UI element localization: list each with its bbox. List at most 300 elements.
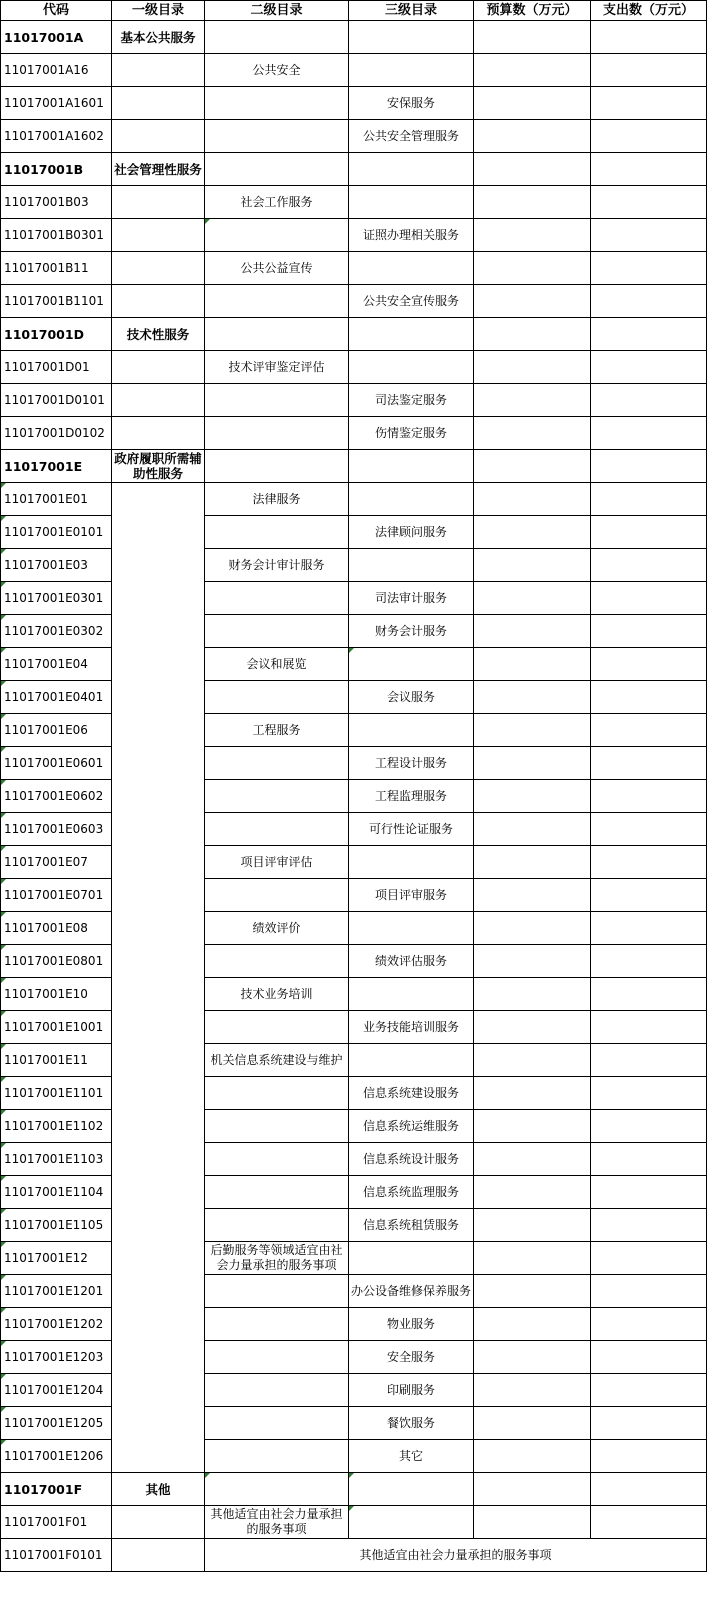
table-row xyxy=(1,1077,707,1110)
table-row xyxy=(1,945,707,978)
expense-cell[interactable] xyxy=(591,351,707,384)
code-cell[interactable]: 11017001F0101 xyxy=(1,1539,112,1572)
level3-cell[interactable]: 法律顾问服务 xyxy=(349,516,474,549)
table-row xyxy=(1,186,707,219)
budget-cell[interactable] xyxy=(474,219,591,252)
level2-cell[interactable] xyxy=(205,120,349,153)
budget-cell[interactable] xyxy=(474,1011,591,1044)
level3-cell[interactable]: 工程监理服务 xyxy=(349,780,474,813)
level2-cell[interactable]: 机关信息系统建设与维护 xyxy=(205,1044,349,1077)
table-row xyxy=(1,1242,707,1275)
budget-cell[interactable] xyxy=(474,549,591,582)
expense-cell[interactable] xyxy=(591,252,707,285)
expense-cell[interactable] xyxy=(591,54,707,87)
table-row xyxy=(1,1473,707,1506)
expense-cell[interactable] xyxy=(591,747,707,780)
expense-cell[interactable] xyxy=(591,813,707,846)
header-level2[interactable]: 二级目录 xyxy=(205,1,349,21)
level3-cell[interactable] xyxy=(349,978,474,1011)
level3-cell[interactable] xyxy=(349,549,474,582)
code-cell[interactable]: 11017001E1101 xyxy=(1,1077,112,1110)
expense-cell[interactable] xyxy=(591,285,707,318)
table-row xyxy=(1,1011,707,1044)
table-row xyxy=(1,1044,707,1077)
expense-cell[interactable] xyxy=(591,516,707,549)
level3-cell[interactable]: 伤情鉴定服务 xyxy=(349,417,474,450)
expense-cell[interactable] xyxy=(591,21,707,54)
level2-cell[interactable] xyxy=(205,813,349,846)
level3-cell[interactable]: 证照办理相关服务 xyxy=(349,219,474,252)
level3-cell[interactable]: 信息系统建设服务 xyxy=(349,1077,474,1110)
table-row xyxy=(1,516,707,549)
budget-cell[interactable] xyxy=(474,1506,591,1539)
code-cell[interactable]: 11017001B1101 xyxy=(1,285,112,318)
header-budget[interactable]: 预算数（万元） xyxy=(474,1,591,21)
level3-cell[interactable]: 安保服务 xyxy=(349,87,474,120)
level1-cell[interactable] xyxy=(112,1539,205,1572)
level3-cell[interactable] xyxy=(349,648,474,681)
code-cell[interactable]: 11017001E0302 xyxy=(1,615,112,648)
budget-cell[interactable] xyxy=(474,1110,591,1143)
expense-cell[interactable] xyxy=(591,318,707,351)
level2-cell[interactable] xyxy=(205,1110,349,1143)
code-cell[interactable]: 11017001F xyxy=(1,1473,112,1506)
budget-cell[interactable] xyxy=(474,516,591,549)
code-cell[interactable]: 11017001E03 xyxy=(1,549,112,582)
level2-cell[interactable]: 工程服务 xyxy=(205,714,349,747)
level3-cell[interactable] xyxy=(349,1242,474,1275)
budget-cell[interactable] xyxy=(474,1209,591,1242)
level2-cell[interactable]: 后勤服务等领域适宜由社会力量承担的服务事项 xyxy=(205,1242,349,1275)
level3-cell[interactable] xyxy=(349,846,474,879)
expense-cell[interactable] xyxy=(591,1506,707,1539)
header-expense[interactable]: 支出数（万元） xyxy=(591,1,707,21)
level2-cell[interactable]: 技术业务培训 xyxy=(205,978,349,1011)
level2-cell[interactable] xyxy=(205,417,349,450)
budget-cell[interactable] xyxy=(474,1473,591,1506)
table-row xyxy=(1,285,707,318)
expense-cell[interactable] xyxy=(591,384,707,417)
merged-description-cell[interactable]: 其他适宜由社会力量承担的服务事项 xyxy=(205,1539,707,1572)
budget-cell[interactable] xyxy=(474,813,591,846)
budget-cell[interactable] xyxy=(474,450,591,483)
expense-cell[interactable] xyxy=(591,87,707,120)
budget-cell[interactable] xyxy=(474,54,591,87)
code-cell[interactable]: 11017001B xyxy=(1,153,112,186)
budget-cell[interactable] xyxy=(474,1143,591,1176)
level3-cell[interactable]: 司法鉴定服务 xyxy=(349,384,474,417)
table-row xyxy=(1,747,707,780)
level2-cell[interactable]: 绩效评价 xyxy=(205,912,349,945)
level2-cell[interactable]: 项目评审评估 xyxy=(205,846,349,879)
table-row xyxy=(1,450,707,483)
code-cell[interactable]: 11017001B0301 xyxy=(1,219,112,252)
budget-cell[interactable] xyxy=(474,615,591,648)
header-level1[interactable]: 一级目录 xyxy=(112,1,205,21)
expense-cell[interactable] xyxy=(591,549,707,582)
expense-cell[interactable] xyxy=(591,879,707,912)
level2-cell[interactable] xyxy=(205,582,349,615)
expense-cell[interactable] xyxy=(591,450,707,483)
table-row xyxy=(1,351,707,384)
level3-cell[interactable] xyxy=(349,351,474,384)
level1-cell[interactable] xyxy=(112,384,205,417)
level2-cell[interactable] xyxy=(205,747,349,780)
table-row xyxy=(1,417,707,450)
budget-cell[interactable] xyxy=(474,1176,591,1209)
code-cell[interactable]: 11017001A xyxy=(1,21,112,54)
level3-cell[interactable]: 办公设备维修保养服务 xyxy=(349,1275,474,1308)
level3-cell[interactable] xyxy=(349,1506,474,1539)
level3-cell[interactable]: 印刷服务 xyxy=(349,1374,474,1407)
expense-cell[interactable] xyxy=(591,582,707,615)
expense-cell[interactable] xyxy=(591,1308,707,1341)
expense-cell[interactable] xyxy=(591,219,707,252)
level2-cell[interactable] xyxy=(205,1143,349,1176)
level2-cell[interactable] xyxy=(205,1440,349,1473)
table-row xyxy=(1,1209,707,1242)
budget-cell[interactable] xyxy=(474,318,591,351)
code-cell[interactable]: 11017001E1102 xyxy=(1,1110,112,1143)
level3-cell[interactable]: 会议服务 xyxy=(349,681,474,714)
budget-cell[interactable] xyxy=(474,186,591,219)
level1-cell[interactable]: 社会管理性服务 xyxy=(112,153,205,186)
budget-cell[interactable] xyxy=(474,1341,591,1374)
header-code[interactable]: 代码 xyxy=(1,1,112,21)
table-row xyxy=(1,21,707,54)
code-cell[interactable]: 11017001E1103 xyxy=(1,1143,112,1176)
expense-cell[interactable] xyxy=(591,1110,707,1143)
code-cell[interactable]: 11017001F01 xyxy=(1,1506,112,1539)
level2-cell[interactable] xyxy=(205,1407,349,1440)
expense-cell[interactable] xyxy=(591,1011,707,1044)
budget-cell[interactable] xyxy=(474,351,591,384)
budget-cell[interactable] xyxy=(474,1308,591,1341)
code-cell[interactable]: 11017001D xyxy=(1,318,112,351)
table-row xyxy=(1,780,707,813)
budget-cell[interactable] xyxy=(474,582,591,615)
expense-cell[interactable] xyxy=(591,978,707,1011)
level2-cell[interactable] xyxy=(205,1341,349,1374)
code-cell[interactable]: 11017001E11 xyxy=(1,1044,112,1077)
budget-cell[interactable] xyxy=(474,120,591,153)
level2-cell[interactable] xyxy=(205,219,349,252)
level3-cell[interactable]: 信息系统设计服务 xyxy=(349,1143,474,1176)
level3-cell[interactable]: 信息系统运维服务 xyxy=(349,1110,474,1143)
table-row xyxy=(1,1176,707,1209)
level2-cell[interactable]: 财务会计审计服务 xyxy=(205,549,349,582)
code-cell[interactable]: 11017001A16 xyxy=(1,54,112,87)
budget-cell[interactable] xyxy=(474,747,591,780)
code-cell[interactable]: 11017001E08 xyxy=(1,912,112,945)
expense-cell[interactable] xyxy=(591,153,707,186)
expense-cell[interactable] xyxy=(591,681,707,714)
level2-cell[interactable] xyxy=(205,1473,349,1506)
code-cell[interactable]: 11017001D01 xyxy=(1,351,112,384)
code-cell[interactable]: 11017001E1203 xyxy=(1,1341,112,1374)
table-row xyxy=(1,384,707,417)
budget-cell[interactable] xyxy=(474,945,591,978)
table-row xyxy=(1,483,707,516)
table-row xyxy=(1,813,707,846)
level2-cell[interactable] xyxy=(205,318,349,351)
level1-cell[interactable] xyxy=(112,285,205,318)
level3-cell[interactable] xyxy=(349,186,474,219)
budget-cell[interactable] xyxy=(474,1275,591,1308)
level1-cell[interactable] xyxy=(112,87,205,120)
level3-cell[interactable] xyxy=(349,153,474,186)
code-cell[interactable]: 11017001E01 xyxy=(1,483,112,516)
table-row xyxy=(1,879,707,912)
level2-cell[interactable]: 会议和展览 xyxy=(205,648,349,681)
level3-cell[interactable] xyxy=(349,450,474,483)
expense-cell[interactable] xyxy=(591,1143,707,1176)
level1-merged-cell[interactable] xyxy=(112,483,205,1473)
expense-cell[interactable] xyxy=(591,945,707,978)
code-cell[interactable]: 11017001E0601 xyxy=(1,747,112,780)
expense-cell[interactable] xyxy=(591,1440,707,1473)
expense-cell[interactable] xyxy=(591,186,707,219)
table-row xyxy=(1,1275,707,1308)
budget-cell[interactable] xyxy=(474,912,591,945)
level3-cell[interactable] xyxy=(349,912,474,945)
code-cell[interactable]: 11017001E06 xyxy=(1,714,112,747)
table-row xyxy=(1,582,707,615)
level3-cell[interactable] xyxy=(349,1473,474,1506)
code-cell[interactable]: 11017001E1201 xyxy=(1,1275,112,1308)
budget-cell[interactable] xyxy=(474,1044,591,1077)
level3-cell[interactable] xyxy=(349,714,474,747)
budget-cell[interactable] xyxy=(474,384,591,417)
level1-cell[interactable]: 技术性服务 xyxy=(112,318,205,351)
level1-cell[interactable]: 基本公共服务 xyxy=(112,21,205,54)
table-row xyxy=(1,615,707,648)
level3-cell[interactable]: 财务会计服务 xyxy=(349,615,474,648)
table-row xyxy=(1,1539,707,1572)
table-row xyxy=(1,714,707,747)
level2-cell[interactable]: 社会工作服务 xyxy=(205,186,349,219)
expense-cell[interactable] xyxy=(591,1341,707,1374)
budget-cell[interactable] xyxy=(474,1440,591,1473)
budget-cell[interactable] xyxy=(474,978,591,1011)
level3-cell[interactable] xyxy=(349,54,474,87)
level2-cell[interactable] xyxy=(205,384,349,417)
expense-cell[interactable] xyxy=(591,846,707,879)
code-cell[interactable]: 11017001E07 xyxy=(1,846,112,879)
level2-cell[interactable] xyxy=(205,1077,349,1110)
level2-cell[interactable] xyxy=(205,1275,349,1308)
budget-cell[interactable] xyxy=(474,21,591,54)
level2-cell[interactable] xyxy=(205,615,349,648)
table-row xyxy=(1,846,707,879)
budget-cell[interactable] xyxy=(474,846,591,879)
budget-cell[interactable] xyxy=(474,1242,591,1275)
table-row xyxy=(1,87,707,120)
level3-cell[interactable]: 物业服务 xyxy=(349,1308,474,1341)
budget-cell[interactable] xyxy=(474,87,591,120)
budget-cell[interactable] xyxy=(474,780,591,813)
header-row xyxy=(1,1,707,21)
expense-cell[interactable] xyxy=(591,780,707,813)
level2-cell[interactable] xyxy=(205,1374,349,1407)
level2-cell[interactable] xyxy=(205,153,349,186)
code-cell[interactable]: 11017001E0801 xyxy=(1,945,112,978)
expense-cell[interactable] xyxy=(591,714,707,747)
expense-cell[interactable] xyxy=(591,417,707,450)
budget-cell[interactable] xyxy=(474,648,591,681)
level1-cell[interactable] xyxy=(112,351,205,384)
level2-cell[interactable] xyxy=(205,450,349,483)
level3-cell[interactable]: 业务技能培训服务 xyxy=(349,1011,474,1044)
code-cell[interactable]: 11017001E1206 xyxy=(1,1440,112,1473)
level1-cell[interactable] xyxy=(112,120,205,153)
table-row xyxy=(1,153,707,186)
level3-cell[interactable] xyxy=(349,21,474,54)
level3-cell[interactable]: 项目评审服务 xyxy=(349,879,474,912)
code-cell[interactable]: 11017001E1204 xyxy=(1,1374,112,1407)
code-cell[interactable]: 11017001E1202 xyxy=(1,1308,112,1341)
level1-cell[interactable] xyxy=(112,186,205,219)
expense-cell[interactable] xyxy=(591,1242,707,1275)
expense-cell[interactable] xyxy=(591,1044,707,1077)
level3-cell[interactable]: 司法审计服务 xyxy=(349,582,474,615)
table-row xyxy=(1,54,707,87)
code-cell[interactable]: 11017001B03 xyxy=(1,186,112,219)
level3-cell[interactable]: 安全服务 xyxy=(349,1341,474,1374)
level1-cell[interactable]: 其他 xyxy=(112,1473,205,1506)
budget-cell[interactable] xyxy=(474,285,591,318)
table-row xyxy=(1,120,707,153)
expense-cell[interactable] xyxy=(591,912,707,945)
level3-cell[interactable]: 信息系统监理服务 xyxy=(349,1176,474,1209)
level1-cell[interactable] xyxy=(112,219,205,252)
budget-cell[interactable] xyxy=(474,714,591,747)
code-cell[interactable]: 11017001E0603 xyxy=(1,813,112,846)
code-cell[interactable]: 11017001E0602 xyxy=(1,780,112,813)
expense-cell[interactable] xyxy=(591,1176,707,1209)
level1-cell[interactable] xyxy=(112,1506,205,1539)
level3-cell[interactable]: 餐饮服务 xyxy=(349,1407,474,1440)
table-row xyxy=(1,219,707,252)
table-row xyxy=(1,648,707,681)
table-row xyxy=(1,549,707,582)
code-cell[interactable]: 11017001D0102 xyxy=(1,417,112,450)
level1-cell[interactable]: 政府履职所需辅助性服务 xyxy=(112,450,205,483)
code-cell[interactable]: 11017001D0101 xyxy=(1,384,112,417)
level2-cell[interactable] xyxy=(205,780,349,813)
code-cell[interactable]: 11017001E12 xyxy=(1,1242,112,1275)
code-cell[interactable]: 11017001E0701 xyxy=(1,879,112,912)
code-cell[interactable]: 11017001E04 xyxy=(1,648,112,681)
level2-cell[interactable] xyxy=(205,879,349,912)
expense-cell[interactable] xyxy=(591,1374,707,1407)
budget-cell[interactable] xyxy=(474,1374,591,1407)
level3-cell[interactable]: 可行性论证服务 xyxy=(349,813,474,846)
table-row xyxy=(1,318,707,351)
code-cell[interactable]: 11017001E0401 xyxy=(1,681,112,714)
table-row xyxy=(1,1374,707,1407)
code-cell[interactable]: 11017001B11 xyxy=(1,252,112,285)
level3-cell[interactable]: 信息系统租赁服务 xyxy=(349,1209,474,1242)
level2-cell[interactable] xyxy=(205,1176,349,1209)
level3-cell[interactable]: 公共安全管理服务 xyxy=(349,120,474,153)
budget-cell[interactable] xyxy=(474,252,591,285)
table-row xyxy=(1,1506,707,1539)
expense-cell[interactable] xyxy=(591,120,707,153)
code-cell[interactable]: 11017001E1104 xyxy=(1,1176,112,1209)
budget-cell[interactable] xyxy=(474,1407,591,1440)
expense-cell[interactable] xyxy=(591,483,707,516)
code-cell[interactable]: 11017001E1001 xyxy=(1,1011,112,1044)
level2-cell[interactable] xyxy=(205,285,349,318)
expense-cell[interactable] xyxy=(591,1275,707,1308)
level2-cell[interactable]: 公共公益宣传 xyxy=(205,252,349,285)
code-cell[interactable]: 11017001E1105 xyxy=(1,1209,112,1242)
level2-cell[interactable] xyxy=(205,1308,349,1341)
expense-cell[interactable] xyxy=(591,1077,707,1110)
table-row xyxy=(1,252,707,285)
level1-cell[interactable] xyxy=(112,417,205,450)
expense-cell[interactable] xyxy=(591,1209,707,1242)
expense-cell[interactable] xyxy=(591,1473,707,1506)
code-cell[interactable]: 11017001A1602 xyxy=(1,120,112,153)
code-cell[interactable]: 11017001E10 xyxy=(1,978,112,1011)
expense-cell[interactable] xyxy=(591,648,707,681)
level2-cell[interactable] xyxy=(205,87,349,120)
level3-cell[interactable]: 其它 xyxy=(349,1440,474,1473)
table-row xyxy=(1,1110,707,1143)
code-cell[interactable]: 11017001A1601 xyxy=(1,87,112,120)
code-cell[interactable]: 11017001E0101 xyxy=(1,516,112,549)
table-row xyxy=(1,1407,707,1440)
level3-cell[interactable] xyxy=(349,252,474,285)
level1-cell[interactable] xyxy=(112,54,205,87)
level2-cell[interactable] xyxy=(205,681,349,714)
table-row xyxy=(1,912,707,945)
budget-cell[interactable] xyxy=(474,153,591,186)
budget-cell[interactable] xyxy=(474,1077,591,1110)
code-cell[interactable]: 11017001E xyxy=(1,450,112,483)
budget-cell[interactable] xyxy=(474,417,591,450)
expense-cell[interactable] xyxy=(591,1407,707,1440)
table-row xyxy=(1,1143,707,1176)
budget-cell[interactable] xyxy=(474,483,591,516)
level3-cell[interactable]: 工程设计服务 xyxy=(349,747,474,780)
level2-cell[interactable]: 其他适宜由社会力量承担的服务事项 xyxy=(205,1506,349,1539)
code-cell[interactable]: 11017001E1205 xyxy=(1,1407,112,1440)
level3-cell[interactable]: 绩效评估服务 xyxy=(349,945,474,978)
code-cell[interactable]: 11017001E0301 xyxy=(1,582,112,615)
level2-cell[interactable] xyxy=(205,1209,349,1242)
level3-cell[interactable]: 公共安全宣传服务 xyxy=(349,285,474,318)
level2-cell[interactable]: 法律服务 xyxy=(205,483,349,516)
level2-cell[interactable] xyxy=(205,1011,349,1044)
expense-cell[interactable] xyxy=(591,615,707,648)
level3-cell[interactable] xyxy=(349,483,474,516)
level3-cell[interactable] xyxy=(349,318,474,351)
budget-cell[interactable] xyxy=(474,681,591,714)
level2-cell[interactable] xyxy=(205,21,349,54)
level2-cell[interactable] xyxy=(205,516,349,549)
table-row xyxy=(1,1308,707,1341)
level2-cell[interactable]: 技术评审鉴定评估 xyxy=(205,351,349,384)
level2-cell[interactable] xyxy=(205,945,349,978)
level1-cell[interactable] xyxy=(112,252,205,285)
budget-cell[interactable] xyxy=(474,879,591,912)
level2-cell[interactable]: 公共安全 xyxy=(205,54,349,87)
header-level3[interactable]: 三级目录 xyxy=(349,1,474,21)
level3-cell[interactable] xyxy=(349,1044,474,1077)
